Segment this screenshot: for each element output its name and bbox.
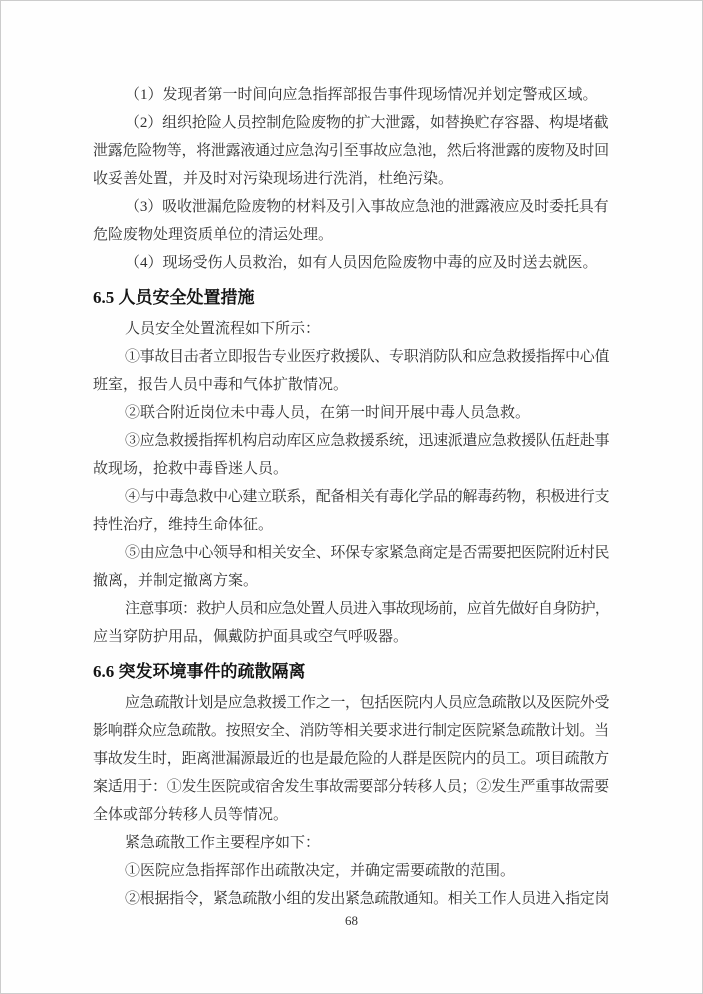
text-line: 持性治疗，维持生命体征。 <box>93 517 274 533</box>
text-line: 应急疏散计划是应急救援工作之一，包括医院内人员应急疏散以及医院外受 <box>125 695 610 711</box>
text-line: 案适用于：①发生医院或宿舍发生事故需要部分转移人员；②发生严重事故需要 <box>93 779 609 795</box>
page-content <box>93 81 609 913</box>
text-line: 危险废物处理资质单位的清运处理。 <box>93 227 334 243</box>
text-line: 事故发生时，距离泄漏源最近的也是最危险的人群是医院内的员工。项目疏散方 <box>93 751 609 767</box>
section-heading: 6.6 突发环境事件的疏散隔离 <box>93 662 306 681</box>
text-line: （2）组织抢险人员控制危险废物的扩大泄露，如替换贮存容器、构堤堵截 <box>125 115 609 131</box>
text-line: 泄露危险物等，将泄露液通过应急沟引至事故应急池，然后将泄露的废物及时回 <box>93 143 609 159</box>
text-line: 全体或部分转移人员等情况。 <box>93 807 289 823</box>
text-line: （3）吸收泄漏危险废物的材料及引入事故应急池的泄露液应及时委托具有 <box>125 199 609 215</box>
text-line: ②根据指令，紧急疏散小组的发出紧急疏散通知。相关工作人员进入指定岗 <box>125 891 610 907</box>
text-line: 故现场，抢救中毒昏迷人员。 <box>93 461 289 477</box>
text-line: ③应急救援指挥机构启动库区应急救援系统，迅速派遣应急救援队伍赶赴事 <box>125 433 610 449</box>
text-line: 注意事项：救护人员和应急处置人员进入事故现场前，应首先做好自身防护， <box>125 601 610 617</box>
text-line: 影响群众应急疏散。按照安全、消防等相关要求进行制定医院紧急疏散计划。当 <box>93 723 609 739</box>
text-line: ⑤由应急中心领导和相关安全、环保专家紧急商定是否需要把医院附近村民 <box>125 545 610 561</box>
page-number: 68 <box>345 913 358 928</box>
text-line: ①事故目击者立即报告专业医疗救援队、专职消防队和应急救援指挥中心值 <box>125 349 610 365</box>
text-line: 人员安全处置流程如下所示： <box>125 321 321 337</box>
text-line: 应当穿防护用品，佩戴防护面具或空气呼吸器。 <box>93 629 409 645</box>
text-line: ④与中毒急救中心建立联系，配备相关有毒化学品的解毒药物，积极进行支 <box>125 489 610 505</box>
text-line: 收妥善处置，并及时对污染现场进行洗消，杜绝污染。 <box>93 171 454 187</box>
text-line: （4）现场受伤人员救治，如有人员因危险废物中毒的应及时送去就医。 <box>125 255 598 271</box>
text-line: 班室，报告人员中毒和气体扩散情况。 <box>93 377 349 393</box>
text-line: ①医院应急指挥部作出疏散决定，并确定需要疏散的范围。 <box>125 863 516 879</box>
text-line: 紧急疏散工作主要程序如下： <box>125 835 321 851</box>
text-line: （1）发现者第一时间向应急指挥部报告事件现场情况并划定警戒区域。 <box>125 87 598 103</box>
text-line: 撤离，并制定撤离方案。 <box>93 573 259 589</box>
text-line: ②联合附近岗位未中毒人员，在第一时间开展中毒人员急救。 <box>125 405 531 421</box>
section-heading: 6.5 人员安全处置措施 <box>93 288 255 307</box>
